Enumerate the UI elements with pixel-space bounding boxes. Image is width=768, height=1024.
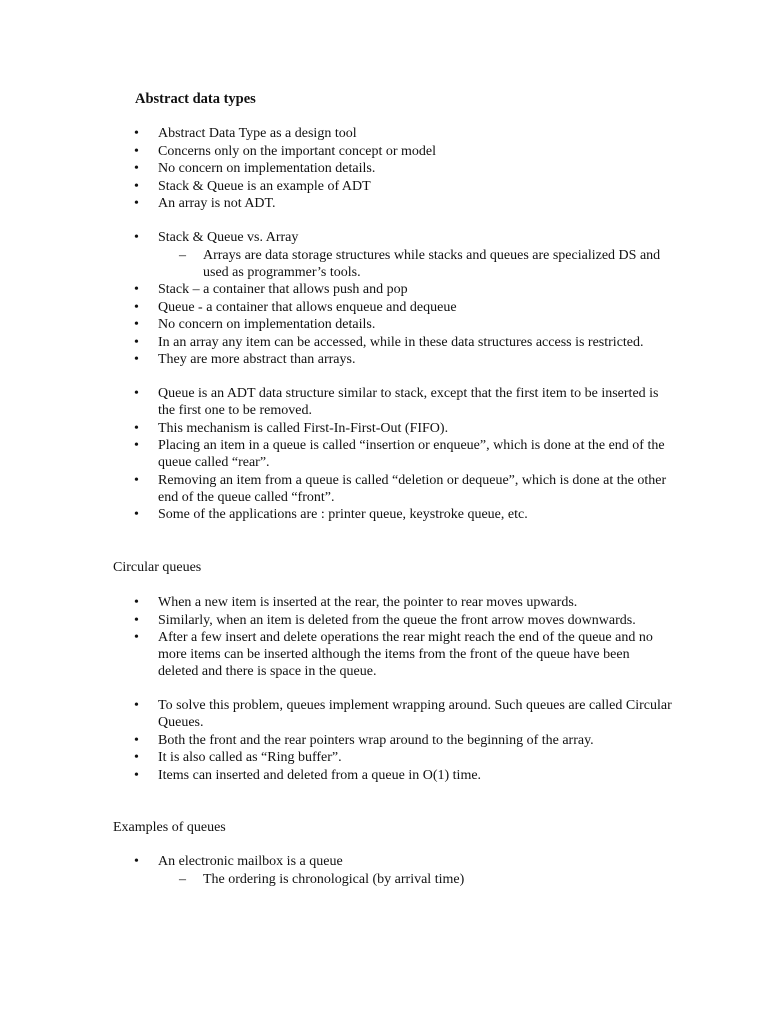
section-heading-examples-of-queues: Examples of queues — [113, 820, 226, 835]
dash-icon: – — [179, 247, 186, 263]
list-item: • Abstract Data Type as a design tool — [134, 126, 357, 141]
bullet-icon: • — [134, 507, 139, 522]
bullet-icon: • — [134, 143, 139, 159]
list-item: • Stack & Queue vs. Array — [134, 230, 299, 245]
circular-queues-list — [113, 594, 673, 784]
bullet-icon: • — [134, 630, 139, 645]
bullet-icon: • — [134, 386, 139, 401]
bullet-icon: • — [134, 698, 139, 713]
section-heading-circular-queues: Circular queues — [113, 560, 202, 575]
list-item: • Stack & Queue is an example of ADT — [134, 178, 371, 194]
adt-list — [113, 125, 673, 524]
bullet-icon: • — [134, 420, 139, 436]
sub-list-item: – Arrays are data storage structures while stacks and queues are specialized DS and used as programmer’s tools. — [179, 247, 661, 280]
bullet-icon: • — [134, 230, 139, 245]
bullet-icon: • — [134, 438, 139, 453]
page-title: Abstract data types — [135, 91, 256, 107]
list-item: • Removing an item from a queue is called “deletion or dequeue”, which is done at the other end of the queue called “front”. — [134, 472, 667, 505]
bullet-icon: • — [134, 161, 139, 176]
sub-list-item: – The ordering is chronological (by arrival time) — [179, 871, 465, 887]
list-item: • Similarly, when an item is deleted from the queue the front arrow moves downwards. — [134, 612, 636, 628]
bullet-icon: • — [134, 732, 139, 748]
dash-icon: – — [179, 871, 186, 887]
list-item: • No concern on implementation details. — [134, 317, 376, 332]
list-item: • They are more abstract than arrays. — [134, 352, 356, 367]
list-item: • Both the front and the rear pointers wrap around to the beginning of the array. — [134, 732, 594, 748]
list-item: • Items can inserted and deleted from a queue in O(1) time. — [134, 767, 482, 783]
list-item: • Stack – a container that allows push and pop — [134, 282, 408, 297]
bullet-icon: • — [134, 854, 139, 869]
bullet-icon: • — [134, 352, 139, 367]
list-item: • An array is not ADT. — [134, 196, 276, 211]
bullet-icon: • — [134, 612, 139, 628]
list-item: • This mechanism is called First-In-First-Out (FIFO). — [134, 420, 449, 436]
list-item: • It is also called as “Ring buffer”. — [134, 750, 342, 765]
list-item: • In an array any item can be accessed, while in these data structures access is restricted. — [134, 334, 644, 350]
bullet-icon: • — [134, 126, 139, 141]
bullet-icon: • — [134, 595, 139, 610]
bullet-icon: • — [134, 282, 139, 297]
bullet-icon: • — [134, 317, 139, 332]
bullet-icon: • — [134, 178, 139, 194]
bullet-icon: • — [134, 334, 139, 350]
bullet-icon: • — [134, 767, 139, 783]
examples-list — [113, 853, 673, 888]
bullet-icon: • — [134, 299, 139, 315]
bullet-icon: • — [134, 472, 139, 488]
list-item: • Queue is an ADT data structure similar to stack, except that the first item to be inserted is the first one to be removed. — [134, 386, 659, 418]
bullet-icon: • — [134, 750, 139, 765]
list-item: • An electronic mailbox is a queue — [134, 854, 343, 869]
list-item: • Concerns only on the important concept or model — [134, 143, 436, 159]
list-item: • When a new item is inserted at the rear, the pointer to rear moves upwards. — [134, 595, 578, 610]
list-item: • No concern on implementation details. — [134, 161, 376, 176]
list-item: • To solve this problem, queues implement wrapping around. Such queues are called Circular Queues. — [134, 698, 672, 730]
list-item: • Queue - a container that allows enqueue and dequeue — [134, 299, 457, 315]
bullet-icon: • — [134, 196, 139, 211]
list-item: • Some of the applications are : printer queue, keystroke queue, etc. — [134, 507, 528, 522]
list-item: • After a few insert and delete operations the rear might reach the end of the queue and no more items can be inserted although the items from the front of the queue have been deleted and there is space in the queue. — [134, 630, 653, 679]
list-item: • Placing an item in a queue is called “insertion or enqueue”, which is done at the end of the queue called “rear”. — [134, 438, 665, 470]
